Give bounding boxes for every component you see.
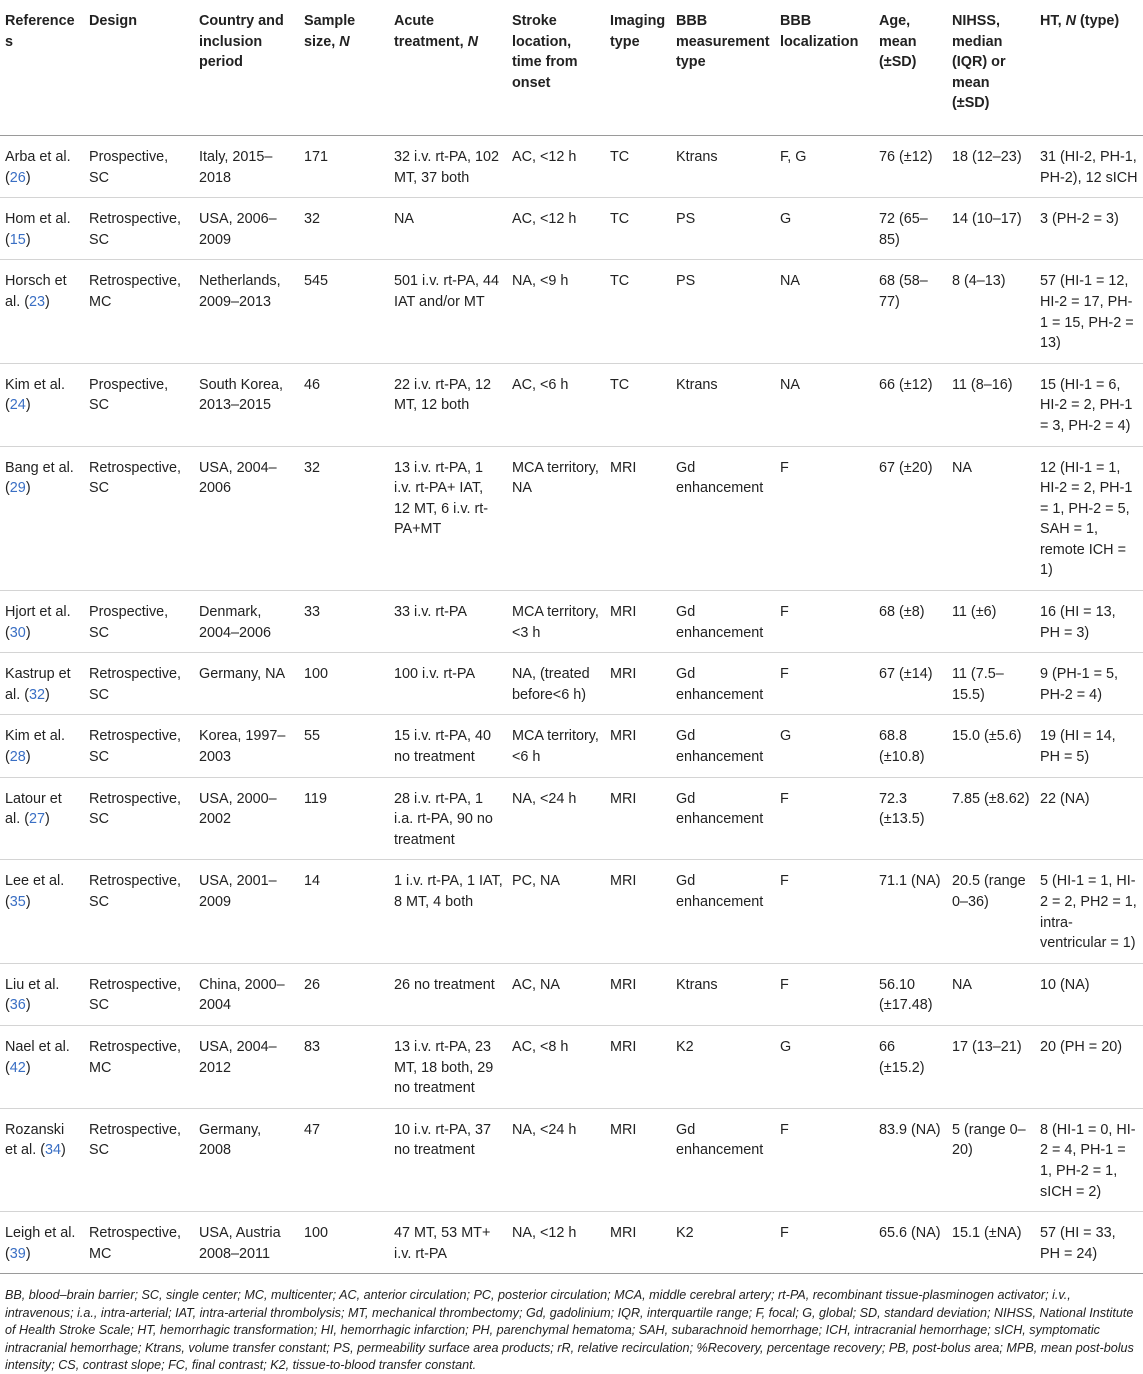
- imaging-cell: MRI: [610, 790, 637, 807]
- bbb-type-cell: K2: [676, 1225, 694, 1242]
- location-cell: NA, (treated before<6 h): [512, 666, 590, 703]
- citation-link[interactable]: 35: [9, 894, 26, 910]
- header-sample-size: [299, 0, 389, 135]
- nihss-cell: NA: [952, 459, 972, 476]
- bbb-localization-cell: G: [780, 728, 792, 745]
- bbb-type-cell: Gd enhancement: [676, 728, 764, 766]
- header-label: References: [5, 13, 75, 50]
- treatment-cell: 501 i.v. rt-PA, 44 IAT and/or MT: [394, 273, 500, 310]
- country-cell: USA, Austria 2008–2011: [199, 1225, 281, 1262]
- header-label: Imaging type: [610, 13, 666, 50]
- age-cell: 68 (58–77): [879, 273, 928, 310]
- design-cell: Retrospective, SC: [89, 1121, 181, 1159]
- header-design: [84, 0, 194, 135]
- sample-size-cell: 100: [304, 666, 329, 683]
- location-cell: NA, <12 h: [512, 1225, 577, 1242]
- citation-link[interactable]: 26: [9, 169, 26, 186]
- bbb-type-cell: PS: [676, 273, 696, 290]
- nihss-cell: 11 (7.5–15.5): [952, 666, 1004, 703]
- location-cell: NA, <24 h: [512, 790, 577, 807]
- age-cell: 67 (±14): [879, 666, 933, 683]
- location-cell: PC, NA: [512, 873, 560, 890]
- country-cell: USA, 2004–2012: [199, 1038, 277, 1076]
- treatment-cell: 10 i.v. rt-PA, 37 no treatment: [394, 1121, 492, 1159]
- design-cell: Retrospective, SC: [89, 211, 181, 248]
- header-label-suffix: (type): [1076, 13, 1120, 29]
- reference-name: Horsch et al.: [5, 273, 67, 310]
- imaging-cell: TC: [610, 211, 630, 228]
- table-body: [0, 135, 1143, 1273]
- bbb-type-cell: Gd enhancement: [676, 790, 764, 828]
- treatment-cell: 1 i.v. rt-PA, 1 IAT, 8 MT, 4 both: [394, 873, 503, 910]
- table-row: [0, 715, 1143, 777]
- nihss-cell: 8 (4–13): [952, 273, 1006, 290]
- reference-name: Rozanski et al.: [5, 1121, 65, 1159]
- table-row: [0, 260, 1143, 363]
- sample-size-cell: 119: [304, 790, 327, 807]
- nihss-cell: 15.0 (±5.6): [952, 728, 1022, 745]
- treatment-cell: 28 i.v. rt-PA, 1 i.a. rt-PA, 90 no treatment: [394, 790, 493, 848]
- ht-cell: 22 (NA): [1040, 790, 1090, 807]
- reference-cell: Kastrup et al. (32): [5, 666, 71, 703]
- age-cell: 66 (±15.2): [879, 1038, 925, 1076]
- country-cell: China, 2000–2004: [199, 976, 285, 1014]
- header-label: Country and inclusion period: [199, 13, 284, 71]
- imaging-cell: MRI: [610, 873, 637, 890]
- age-cell: 66 (±12): [879, 376, 933, 393]
- bbb-localization-cell: F, G: [780, 148, 807, 165]
- reference-cell: Arba et al. (26): [5, 148, 71, 186]
- ht-cell: 9 (PH-1 = 5, PH-2 = 4): [1040, 666, 1118, 703]
- design-cell: Retrospective, SC: [89, 873, 181, 910]
- table-row: [0, 1108, 1143, 1211]
- sample-size-cell: 33: [304, 604, 321, 621]
- citation-link[interactable]: 28: [9, 749, 26, 766]
- location-cell: AC, <12 h: [512, 211, 577, 228]
- header-label: HT,: [1040, 13, 1066, 29]
- bbb-type-cell: Ktrans: [676, 148, 718, 165]
- reference-cell: Hom et al. (15): [5, 211, 71, 248]
- design-cell: Retrospective, SC: [89, 976, 181, 1014]
- ht-cell: 57 (HI-1 = 12, HI-2 = 17, PH-1 = 15, PH-2 = 13): [1040, 273, 1134, 352]
- reference-name: Nael et al.: [5, 1038, 70, 1055]
- table-row: [0, 777, 1143, 860]
- header-label-italic: N: [467, 33, 478, 50]
- reference-cell: Hjort et al. (30): [5, 604, 71, 641]
- age-cell: 72 (65–85): [879, 211, 928, 248]
- bbb-type-cell: Gd enhancement: [676, 1121, 764, 1159]
- bbb-type-cell: Ktrans: [676, 376, 718, 393]
- header-label: Acute treatment,: [394, 13, 468, 50]
- location-cell: AC, NA: [512, 976, 560, 993]
- table-row: [0, 591, 1143, 653]
- citation-link[interactable]: 42: [9, 1059, 26, 1076]
- nihss-cell: NA: [952, 976, 972, 993]
- header-label: BBB localization: [780, 13, 859, 50]
- citation-link[interactable]: 23: [29, 293, 46, 310]
- design-cell: Retrospective, SC: [89, 459, 181, 497]
- reference-cell: Bang et al. (29): [5, 459, 74, 497]
- sample-size-cell: 100: [304, 1225, 329, 1242]
- age-cell: 56.10 (±17.48): [879, 976, 933, 1014]
- bbb-localization-cell: G: [780, 1038, 792, 1055]
- treatment-cell: 33 i.v. rt-PA: [394, 604, 468, 621]
- ht-cell: 57 (HI = 33, PH = 24): [1040, 1225, 1116, 1262]
- header-ht: [1035, 0, 1143, 135]
- nihss-cell: 7.85 (±8.62): [952, 790, 1030, 807]
- location-cell: MCA territory, <6 h: [512, 728, 599, 766]
- header-label: Age, mean (±SD): [879, 13, 917, 71]
- bbb-type-cell: Gd enhancement: [676, 604, 764, 641]
- ht-cell: 12 (HI-1 = 1, HI-2 = 2, PH-1 = 1, PH-2 = 5, SAH = 1, remote ICH = 1): [1040, 459, 1133, 579]
- header-bbb-measurement-type: [671, 0, 775, 135]
- nihss-cell: 15.1 (±NA): [952, 1225, 1022, 1242]
- sample-size-cell: 171: [304, 148, 329, 165]
- treatment-cell: 13 i.v. rt-PA, 23 MT, 18 both, 29 no treatment: [394, 1038, 494, 1097]
- header-references: [0, 0, 84, 135]
- age-cell: 65.6 (NA): [879, 1225, 941, 1242]
- country-cell: Netherlands, 2009–2013: [199, 273, 281, 310]
- design-cell: Retrospective, MC: [89, 1225, 181, 1262]
- design-cell: Prospective, SC: [89, 148, 169, 186]
- imaging-cell: MRI: [610, 1038, 637, 1055]
- header-age: [874, 0, 947, 135]
- location-cell: AC, <12 h: [512, 148, 577, 165]
- design-cell: Prospective, SC: [89, 376, 169, 414]
- imaging-cell: MRI: [610, 1121, 637, 1138]
- country-cell: Korea, 1997–2003: [199, 728, 286, 766]
- bbb-type-cell: PS: [676, 211, 696, 228]
- table-header: [0, 0, 1143, 135]
- ht-cell: 3 (PH-2 = 3): [1040, 211, 1119, 228]
- location-cell: AC, <8 h: [512, 1038, 569, 1055]
- reference-name: Kim et al.: [5, 728, 65, 745]
- design-cell: Retrospective, SC: [89, 666, 181, 703]
- location-cell: AC, <6 h: [512, 376, 569, 393]
- location-cell: MCA territory, NA: [512, 459, 599, 497]
- design-cell: Prospective, SC: [89, 604, 169, 641]
- imaging-cell: TC: [610, 148, 630, 165]
- citation-link[interactable]: 32: [29, 686, 46, 703]
- imaging-cell: TC: [610, 376, 630, 393]
- header-country: [194, 0, 299, 135]
- design-cell: Retrospective, MC: [89, 273, 181, 310]
- design-cell: Retrospective, SC: [89, 728, 181, 766]
- bbb-localization-cell: F: [780, 1121, 789, 1138]
- bbb-type-cell: Gd enhancement: [676, 666, 764, 703]
- country-cell: USA, 2006–2009: [199, 211, 277, 248]
- reference-name: Lee et al.: [5, 873, 65, 890]
- age-cell: 83.9 (NA): [879, 1121, 941, 1138]
- age-cell: 68.8 (±10.8): [879, 728, 925, 766]
- treatment-cell: 13 i.v. rt-PA, 1 i.v. rt-PA+ IAT, 12 MT, 6 i.v. rt-PA+MT: [394, 459, 489, 538]
- age-cell: 76 (±12): [879, 148, 933, 165]
- header-acute-treatment: [389, 0, 507, 135]
- header-label-italic: N: [1065, 13, 1076, 29]
- citation-link[interactable]: 27: [29, 811, 46, 828]
- citation-link[interactable]: 34: [45, 1142, 62, 1159]
- bbb-type-cell: Ktrans: [676, 976, 718, 993]
- bbb-localization-cell: F: [780, 976, 789, 993]
- treatment-cell: 22 i.v. rt-PA, 12 MT, 12 both: [394, 376, 492, 414]
- treatment-cell: 26 no treatment: [394, 976, 495, 993]
- citation-link[interactable]: 24: [9, 397, 26, 414]
- header-label: NIHSS, median (IQR) or mean (±SD): [952, 13, 1006, 112]
- header-label: Design: [89, 13, 137, 29]
- header-nihss: [947, 0, 1035, 135]
- table-row: [0, 363, 1143, 446]
- treatment-cell: 47 MT, 53 MT+ i.v. rt-PA: [394, 1225, 491, 1262]
- bbb-localization-cell: NA: [780, 273, 800, 290]
- ht-cell: 8 (HI-1 = 0, HI-2 = 4, PH-1 = 1, PH-2 = 1, sICH = 2): [1040, 1121, 1136, 1200]
- nihss-cell: 11 (±6): [952, 604, 997, 621]
- bbb-type-cell: Gd enhancement: [676, 873, 764, 910]
- bbb-localization-cell: NA: [780, 376, 800, 393]
- header-imaging-type: [605, 0, 671, 135]
- citation-link[interactable]: 29: [9, 480, 26, 497]
- country-cell: Italy, 2015–2018: [199, 148, 273, 186]
- sample-size-cell: 26: [304, 976, 321, 993]
- country-cell: South Korea, 2013–2015: [199, 376, 284, 414]
- country-cell: USA, 2004–2006: [199, 459, 277, 497]
- citation-link[interactable]: 15: [9, 231, 26, 248]
- nihss-cell: 18 (12–23): [952, 148, 1022, 165]
- citation-link[interactable]: 30: [9, 624, 26, 641]
- ht-cell: 31 (HI-2, PH-1, PH-2), 12 sICH: [1040, 148, 1138, 186]
- header-bbb-localization: [775, 0, 874, 135]
- ht-cell: 15 (HI-1 = 6, HI-2 = 2, PH-1 = 3, PH-2 = 4): [1040, 376, 1133, 434]
- design-cell: Retrospective, SC: [89, 790, 181, 828]
- treatment-cell: 100 i.v. rt-PA: [394, 666, 476, 683]
- sample-size-cell: 32: [304, 211, 321, 228]
- nihss-cell: 17 (13–21): [952, 1038, 1022, 1055]
- imaging-cell: MRI: [610, 604, 637, 621]
- header-label: Stroke location, time from onset: [512, 13, 578, 91]
- bbb-localization-cell: F: [780, 604, 789, 621]
- reference-name: Kim et al.: [5, 376, 65, 393]
- imaging-cell: MRI: [610, 459, 637, 476]
- reference-name: Leigh et al.: [5, 1225, 76, 1242]
- imaging-cell: MRI: [610, 976, 637, 993]
- bbb-localization-cell: G: [780, 211, 792, 228]
- table-row: [0, 135, 1143, 197]
- location-cell: NA, <9 h: [512, 273, 569, 290]
- header-label: Sample size,: [304, 13, 356, 50]
- ht-cell: 20 (PH = 20): [1040, 1038, 1122, 1055]
- table-row: [0, 446, 1143, 591]
- sample-size-cell: 46: [304, 376, 321, 393]
- reference-name: Liu et al.: [5, 976, 60, 993]
- bbb-localization-cell: F: [780, 1225, 789, 1242]
- bbb-localization-cell: F: [780, 666, 789, 683]
- reference-name: Hom et al.: [5, 211, 71, 228]
- country-cell: USA, 2000–2002: [199, 790, 277, 828]
- reference-name: Bang et al.: [5, 459, 74, 476]
- treatment-cell: 32 i.v. rt-PA, 102 MT, 37 both: [394, 148, 500, 186]
- treatment-cell: 15 i.v. rt-PA, 40 no treatment: [394, 728, 492, 766]
- imaging-cell: TC: [610, 273, 630, 290]
- sample-size-cell: 47: [304, 1121, 321, 1138]
- table-row: [0, 860, 1143, 963]
- reference-cell: Horsch et al. (23): [5, 273, 67, 310]
- table-row: [0, 653, 1143, 715]
- bbb-type-cell: Gd enhancement: [676, 459, 764, 497]
- reference-cell: Rozanski et al. (34): [5, 1121, 66, 1159]
- reference-cell: Liu et al. (36): [5, 976, 60, 1014]
- nihss-cell: 20.5 (range 0–36): [952, 873, 1026, 910]
- age-cell: 71.1 (NA): [879, 873, 941, 890]
- reference-cell: Lee et al. (35): [5, 873, 65, 910]
- reference-cell: Kim et al. (24): [5, 376, 65, 414]
- ht-cell: 16 (HI = 13, PH = 3): [1040, 604, 1116, 641]
- location-cell: MCA territory, <3 h: [512, 604, 599, 641]
- imaging-cell: MRI: [610, 1225, 637, 1242]
- design-cell: Retrospective, MC: [89, 1038, 181, 1076]
- country-cell: Denmark, 2004–2006: [199, 604, 272, 641]
- sample-size-cell: 83: [304, 1038, 321, 1055]
- ht-cell: 5 (HI-1 = 1, HI-2 = 2, PH2 = 1, intra-ventricular = 1): [1040, 873, 1137, 952]
- age-cell: 72.3 (±13.5): [879, 790, 925, 828]
- header-label-italic: N: [339, 33, 350, 50]
- header-row: [0, 0, 1143, 135]
- bbb-localization-cell: F: [780, 873, 789, 890]
- table-row: [0, 963, 1143, 1025]
- bbb-localization-cell: F: [780, 459, 789, 476]
- sample-size-cell: 32: [304, 459, 321, 476]
- location-cell: NA, <24 h: [512, 1121, 577, 1138]
- age-cell: 67 (±20): [879, 459, 933, 476]
- treatment-cell: NA: [394, 211, 414, 228]
- reference-cell: Latour et al. (27): [5, 790, 62, 828]
- reference-name: Kastrup et al.: [5, 666, 71, 703]
- reference-cell: Kim et al. (28): [5, 728, 65, 766]
- reference-name: Latour et al.: [5, 790, 62, 828]
- age-cell: 68 (±8): [879, 604, 925, 621]
- bbb-localization-cell: F: [780, 790, 789, 807]
- imaging-cell: MRI: [610, 728, 637, 745]
- country-cell: USA, 2001–2009: [199, 873, 277, 910]
- sample-size-cell: 14: [304, 873, 321, 890]
- country-cell: Germany, NA: [199, 666, 286, 683]
- country-cell: Germany, 2008: [199, 1121, 262, 1159]
- table-footnote: BB, blood–brain barrier; SC, single center; MC, multicenter; AC, anterior circulation; PC, posterior circulation; MCA, middle cerebral artery; rt-PA, recombinant tissue-plasminogen activator; i.v., intravenous; i.a., intra-arterial; IAT, intra-arterial thrombolysis; MT, mechanical thrombectomy; Gd, gadolinium; IQR, interquartile range; F, focal; G, global; SD, standard deviation; NIHSS, National Institute of Health Stroke Scale; HT, hemorrhagic transformation; HI, hemorrhagic infarction; PH, parenchymal hematoma; SAH, subarachnoid hemorrhage; ICH, intracranial hemorrhage; sICH, symptomatic intracranial hemorrhage; Ktrans, volume transfer constant; PS, permeability surface area products; rR, relative recirculation; %Recovery, percentage recovery; PB, post-bolus area; MPB, mean post-bolus intensity; CS, contrast slope; FC, final contrast; K2, tissue-to-blood transfer constant.: [5, 1288, 1134, 1372]
- reference-name: Arba et al.: [5, 148, 71, 165]
- nihss-cell: 5 (range 0–20): [952, 1121, 1026, 1159]
- nihss-cell: 11 (8–16): [952, 376, 1013, 393]
- nihss-cell: 14 (10–17): [952, 211, 1022, 228]
- reference-name: Hjort et al.: [5, 604, 71, 621]
- reference-cell: Nael et al. (42): [5, 1038, 70, 1076]
- citation-link[interactable]: 39: [9, 1245, 26, 1262]
- sample-size-cell: 545: [304, 273, 329, 290]
- ht-cell: 10 (NA): [1040, 976, 1090, 993]
- header-label: BBB measurement type: [676, 13, 770, 71]
- bbb-type-cell: K2: [676, 1038, 694, 1055]
- ht-cell: 19 (HI = 14, PH = 5): [1040, 728, 1116, 766]
- table-row: [0, 1212, 1143, 1274]
- citation-link[interactable]: 36: [9, 997, 26, 1014]
- reference-cell: Leigh et al. (39): [5, 1225, 76, 1262]
- header-stroke-location: [507, 0, 605, 135]
- table-row: [0, 198, 1143, 260]
- sample-size-cell: 55: [304, 728, 321, 745]
- imaging-cell: MRI: [610, 666, 637, 683]
- table-row: [0, 1025, 1143, 1108]
